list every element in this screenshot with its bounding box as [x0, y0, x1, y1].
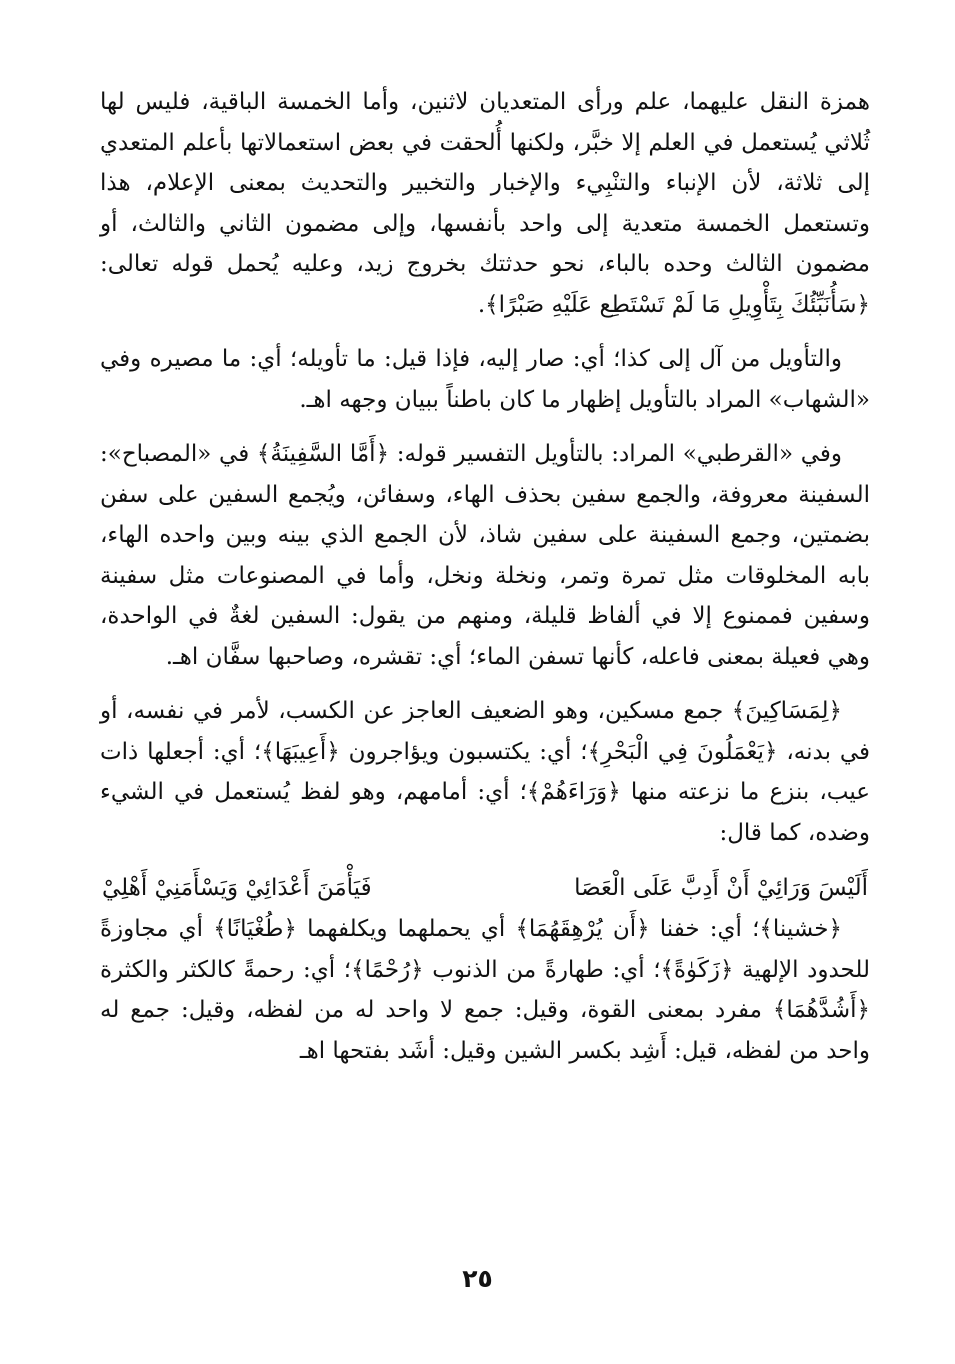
paragraph-4: ﴿لِمَسَاكِينَ﴾ جمع مسكين، وهو الضعيف العاجز عن الكسب، لأمر في نفسه، أو في بدنه، ﴿يَعْمَلُونَ فِي الْبَحْرِ﴾؛ أي: يكتسبون ويؤاجرون ﴿أَعِيبَهَا﴾؛ أي: أجعلها ذات عيب، بنزع ما نزعته منها ﴿وَرَاءَهُمْ﴾؛ أي: أمامهم، وهو لفظ يُستعمل في الشيء وضده، كما قال: — [100, 698, 870, 846]
page-body — [100, 82, 870, 1071]
paragraph-1: همزة النقل عليهما، علم ورأى المتعديان لاثنين، وأما الخمسة الباقية، فليس لها ثُلاثي يُستعمل في العلم إلا خبَّر، ولكنها أُلحقت في بعض استعمالاتها بأعلم المتعدي إلى ثلاثة، لأن الإنباء والتنْبِيء والإخبار والتخبير والتحديث بمعنى الإعلام، هذا وتستعمل الخمسة متعدية إلى واحد بأنفسها، وإلى مضمون الثاني والثالث، أو مضمون الثالث وحده بالباء، نحو حدثتك بخروج زيد، وعليه يُحمل قوله تعالى: ﴿سَأُنَبِّئُكَ بِتَأْوِيلِ مَا لَمْ تَسْتَطِع عَلَيْهِ صَبْرًا﴾. — [100, 89, 870, 318]
paragraph-5: ﴿خشينا﴾؛ أي: خفنا ﴿أَن يُرْهِقَهُمَا﴾ أي يحملهما ويكلفهما ﴿طُغْيَانًا﴾ أي مجاوزةً للحدود الإلهية ﴿زَكَوٰةً﴾؛ أي: طهارةً من الذنوب ﴿رُحْمًا﴾؛ أي: رحمةً كالكثر والكثرة ﴿أَشُدَّهُمَا﴾ مفرد بمعنى القوة، وقيل: جمع لا واحد له من لفظه، وقيل: جمع له واحد من لفظه، قيل: أَشِد بكسر الشين وقيل: أشَد بفتحها اهـ — [100, 916, 870, 1064]
paragraph-2: والتأويل من آل إلى كذا؛ أي: صار إليه، فإذا قيل: ما تأويله؛ أي: ما مصيره وفي «الشهاب» المراد بالتأويل إظهار ما كان باطناً ببيان وجهه اهـ. — [100, 346, 870, 413]
page-number: ٢٥ — [462, 1264, 493, 1293]
verse-left-hemistich: فَيَأْمَنَ أَعْدَائِيْ وَيَسْأَمَنِيْ أَهْلِيْ — [102, 875, 372, 901]
poetry-verse — [100, 867, 870, 909]
paragraph-3: وفي «القرطبي» المراد: بالتأويل التفسير قوله: ﴿أَمَّا السَّفِينَةُ﴾ في «المصباح»: السفينة معروفة، والجمع سفين بحذف الهاء، وسفائن، ويُجمع السفين على سفن بضمتين، وجمع السفينة على سفين شاذ، لأن الجمع الذي بينه وبين واحده الهاء، بابه المخلوقات مثل تمرة وتمر، ونخلة ونخل، وأما في المصنوعات مثل سفينة وسفين فممنوع إلا في ألفاظ قليلة، ومنهم من يقول: السفين لغةٌ في الواحدة، وهي فعيلة بمعنى فاعله، كأنها تسفن الماء؛ أي: تقشره، وصاحبها سفَّان اهـ. — [100, 441, 870, 670]
verse-right-hemistich: أَلَيْسَ وَرَائِيْ أَنْ أَدِبَّ عَلَى الْعَصَا — [574, 875, 868, 901]
